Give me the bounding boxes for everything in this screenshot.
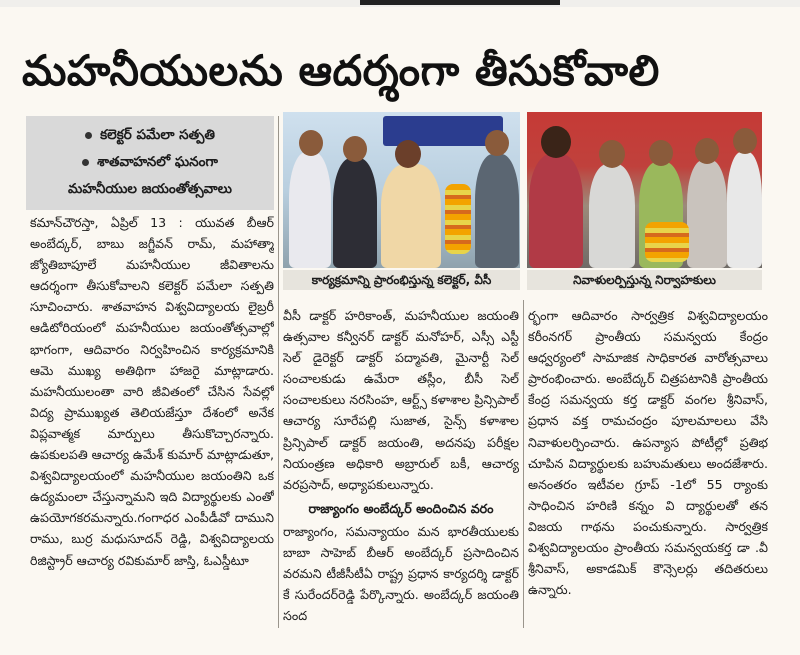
- highlight-3: మహనీయుల జయంతోత్సవాలు: [68, 181, 232, 197]
- highlight-2: [26, 149, 274, 176]
- photo-person: [589, 164, 635, 268]
- article-column-2: [283, 305, 519, 630]
- event-photo-tribute: [527, 112, 762, 268]
- article-column-1: కమాన్‌చౌరస్తా, ఏప్రిల్ 13 : యువత బీఆర్ అంబేద్కర్, బాబు జగ్జీవన్ రామ్, మహాత్మా జ్యోతిబాపూలే మహనీయుల జీవితాలను ఆదర్శంగా తీసుకోవాలని కలెక్టర్ పమేలా సత్పతి సూచించారు. శాతవాహన విశ్వవిద్యాలయ లైబ్రరీ ఆడిటోరియంలో మహనీయుల జయంతోత్సవాల్లో భాగంగా, ఆదివారం నిర్వహించిన కార్యక్రమానికి ఆమె ముఖ్య అతిథిగా హాజరై మాట్లాడారు. మహనీయులంతా వారి జీవితంలో చేసిన సేవల్లో విద్య ప్రాముఖ్యత తెలియజేస్తూ దేశంలో అనేక విప్లవాత్మక మార్పులు తీసుకొచ్చారన్నారు. ఉపకులపతి ఆచార్య ఉమేశ్ కుమార్ మాట్లాడుతూ, విశ్వవిద్యాలయంలో మహనీయుల జయంతిని ఒక ఉద్యమంలా చేస్తున్నామని ఇది విద్యార్థులకు ఎంతో ఉపయోగకరమన్నారు.గంగాధర ఎంపీడీవో దాముని రాము, బుర్ర మధుసూదన్ రెడ్డి, విశ్వవిద్యాలయ రిజిస్ట్రార్ ఆచార్య రవికుమార్ జాస్తి, ఓఎస్డీటూ: [30, 215, 274, 568]
- highlights-box: [26, 116, 274, 210]
- photo-person: [529, 154, 583, 268]
- photo-person-head: [733, 128, 757, 154]
- photo-person: [381, 164, 441, 268]
- photo-person: [289, 152, 331, 268]
- column-divider: [278, 116, 279, 628]
- flower-garland: [645, 222, 689, 262]
- photo-person: [333, 158, 377, 268]
- top-strip-bar: [360, 0, 560, 5]
- photo-person-head: [395, 140, 421, 168]
- headline: మహనీయులను ఆదర్శంగా తీసుకోవాలి: [22, 46, 660, 95]
- photo-person: [727, 152, 762, 268]
- photo-person-head: [695, 138, 719, 164]
- photo-person-head: [299, 130, 323, 156]
- photo-person-head: [485, 130, 509, 156]
- bullet-icon: [82, 159, 89, 166]
- highlight-1: [26, 122, 274, 149]
- bullet-icon: [85, 132, 92, 139]
- column-divider: [523, 300, 524, 628]
- article-column-2-text-b: రాజ్యాంగం, సమన్యాయం మన భారతీయులకు బాబా సాహెబ్ బీఆర్ అంబేద్కర్ ప్రసాదించిన వరమని టీజీసీటీఏ రాష్ట్ర ప్రధాన కార్యదర్శి డాక్టర్ కే సురేందర్‌రెడ్డి పేర్కొన్నారు. అంబేద్కర్ జయంతి సంద: [283, 523, 519, 624]
- article-column-3: ర్భంగా ఆదివారం సార్వత్రిక విశ్వవిద్యాలయం కరీంనగర్ ప్రాంతీయ సమన్వయ కేంద్రం ఆధ్వర్యంలో సామాజిక సాధికారత వారోత్సవాలు ప్రారంభించారు. అంబేద్కర్ చిత్రపటానికి ప్రాంతీయ కేంద్ర సమన్వయ కర్త డాక్టర్ వంగల శ్రీనివాస్, ప్రధాన వక్త రామచంద్రం పూలమాలలు వేసి నివాళులర్పించారు. ఉపన్యాస పోటీల్లో ప్రతిభ చూపిన విద్యార్థులకు బహుమతులు అందజేశారు. అనంతరం ఇటీవల గ్రూప్ -1లో 55 ర్యాంకు సాధించిన హరిణి కన్నం వి ద్యార్థులతో తన విజయ గాథను పంచుకున్నారు. సార్వత్రిక విశ్వవిద్యాలయం ప్రాంతీయ సమన్వయకర్త డా .వీ శ్రీనివాస్, అకాడమిక్ కౌన్సెలర్లు తదితరులు ఉన్నారు.: [528, 308, 768, 598]
- photo-person: [475, 154, 519, 268]
- event-photo-lamp-lighting: [283, 112, 520, 268]
- highlight-1-text: కలెక్టర్ పమేలా సత్పతి: [100, 127, 215, 143]
- article-subheading: రాజ్యాంగం అంబేద్కర్ అందించిన వరం: [308, 500, 494, 516]
- photo-person-head: [649, 140, 673, 166]
- photo-person-head: [343, 136, 367, 162]
- photo-person-head: [541, 126, 571, 158]
- highlight-2-text: శాతవాహనలో ఘనంగా: [97, 154, 218, 170]
- photo-person-head: [599, 140, 625, 168]
- article-column-2-text-a: వీసీ డాక్టర్ హరికాంత్, మహనీయుల జయంతి ఉత్సవాల కన్వీనర్ డాక్టర్ మనోహర్, ఎస్సీ ఎస్టీ సెల్ డైరెక్టర్ డాక్టర్ పద్మావతి, మైనార్టీ సెల్ సంచాలకుడు ఉమేరా తస్లీం, బీసీ సెల్ సంచాలకులు నరసింహ, ఆర్ట్స్ కళాశాల ప్రిన్సిపాల్ ఆచార్య సూరేపల్లి సుజాత, సైన్స్ కళాశాల ప్రిన్సిపాల్ డాక్టర్ జయంతి, అదనపు పరీక్షల నియంత్రణ అధికారి అబ్రారుల్ బకీ, ఆచార్య వరప్రసాద్, అధ్యాపకులున్నారు.: [283, 308, 519, 492]
- photo1-caption: కార్యక్రమాన్ని ప్రారంభిస్తున్న కలెక్టర్, వీసీ: [283, 270, 520, 290]
- photo2-caption: నివాళులర్పిస్తున్న నిర్వాహకులు: [527, 270, 762, 290]
- flower-garland: [445, 184, 471, 254]
- page-top-strip: [0, 0, 800, 7]
- photo-person: [687, 160, 727, 268]
